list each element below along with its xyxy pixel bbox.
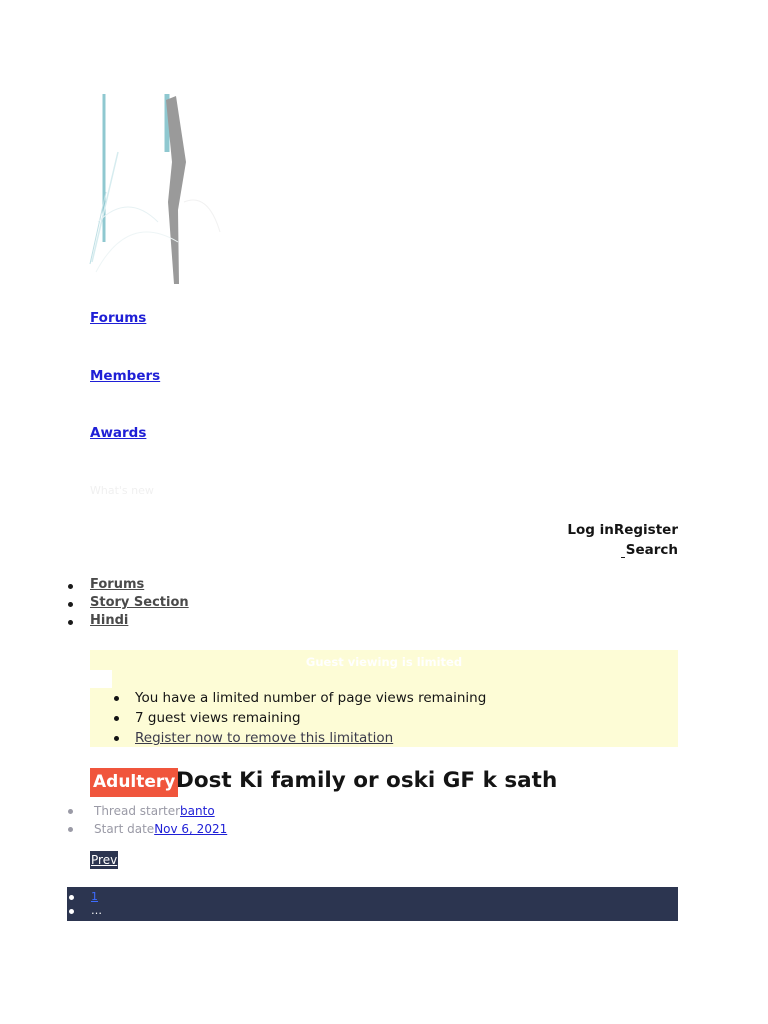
breadcrumb-hindi[interactable]: Hindi bbox=[90, 613, 129, 628]
search-label: Search bbox=[625, 542, 678, 558]
notice-list bbox=[112, 688, 486, 748]
nav-awards[interactable]: Awards bbox=[90, 425, 147, 441]
login-link[interactable]: Log in bbox=[567, 522, 614, 538]
site-logo[interactable] bbox=[88, 92, 228, 292]
register-now-link[interactable]: Register now to remove this limitation bbox=[135, 730, 394, 746]
breadcrumb-forums[interactable]: Forums bbox=[90, 577, 145, 592]
page-ellipsis[interactable]: … bbox=[91, 904, 102, 917]
page-item bbox=[67, 890, 102, 904]
nav-whats-new[interactable]: What's new bbox=[90, 484, 154, 497]
pagination-bar bbox=[67, 887, 678, 921]
nav-forums[interactable]: Forums bbox=[90, 310, 147, 326]
thread-meta bbox=[66, 802, 227, 838]
start-date-label: Start date bbox=[94, 822, 155, 836]
thread-starter-label: Thread starter bbox=[94, 804, 181, 818]
notice-item: 7 guest views remaining bbox=[112, 708, 486, 728]
thread-prefix-badge[interactable]: Adultery bbox=[90, 768, 178, 797]
account-links bbox=[567, 522, 678, 538]
page-item bbox=[67, 904, 102, 918]
page-title: Dost Ki family or oski GF k sath bbox=[176, 768, 558, 793]
page-1-link[interactable]: 1 bbox=[91, 890, 98, 903]
notice-item bbox=[112, 728, 486, 748]
register-link[interactable]: Register bbox=[613, 522, 678, 538]
notice-title: Guest viewing is limited bbox=[305, 655, 463, 669]
thread-start-date bbox=[66, 820, 227, 838]
breadcrumb-item bbox=[66, 595, 189, 613]
notice-item: You have a limited number of page views remaining bbox=[112, 688, 486, 708]
start-date-link[interactable]: Nov 6, 2021 bbox=[154, 822, 228, 836]
nav-members[interactable]: Members bbox=[90, 368, 161, 384]
breadcrumb-story-section[interactable]: Story Section bbox=[90, 595, 189, 610]
search-icon bbox=[621, 543, 625, 558]
breadcrumb-item bbox=[66, 577, 189, 595]
breadcrumb-item bbox=[66, 613, 189, 631]
guest-limit-notice bbox=[90, 650, 678, 747]
page-list bbox=[67, 890, 102, 918]
breadcrumb bbox=[66, 577, 189, 631]
thread-starter bbox=[66, 802, 227, 820]
search-link[interactable] bbox=[621, 542, 678, 558]
thread-starter-link[interactable]: banto bbox=[180, 804, 215, 818]
prev-page-button[interactable]: Prev bbox=[91, 853, 118, 867]
notice-divider bbox=[90, 670, 112, 688]
